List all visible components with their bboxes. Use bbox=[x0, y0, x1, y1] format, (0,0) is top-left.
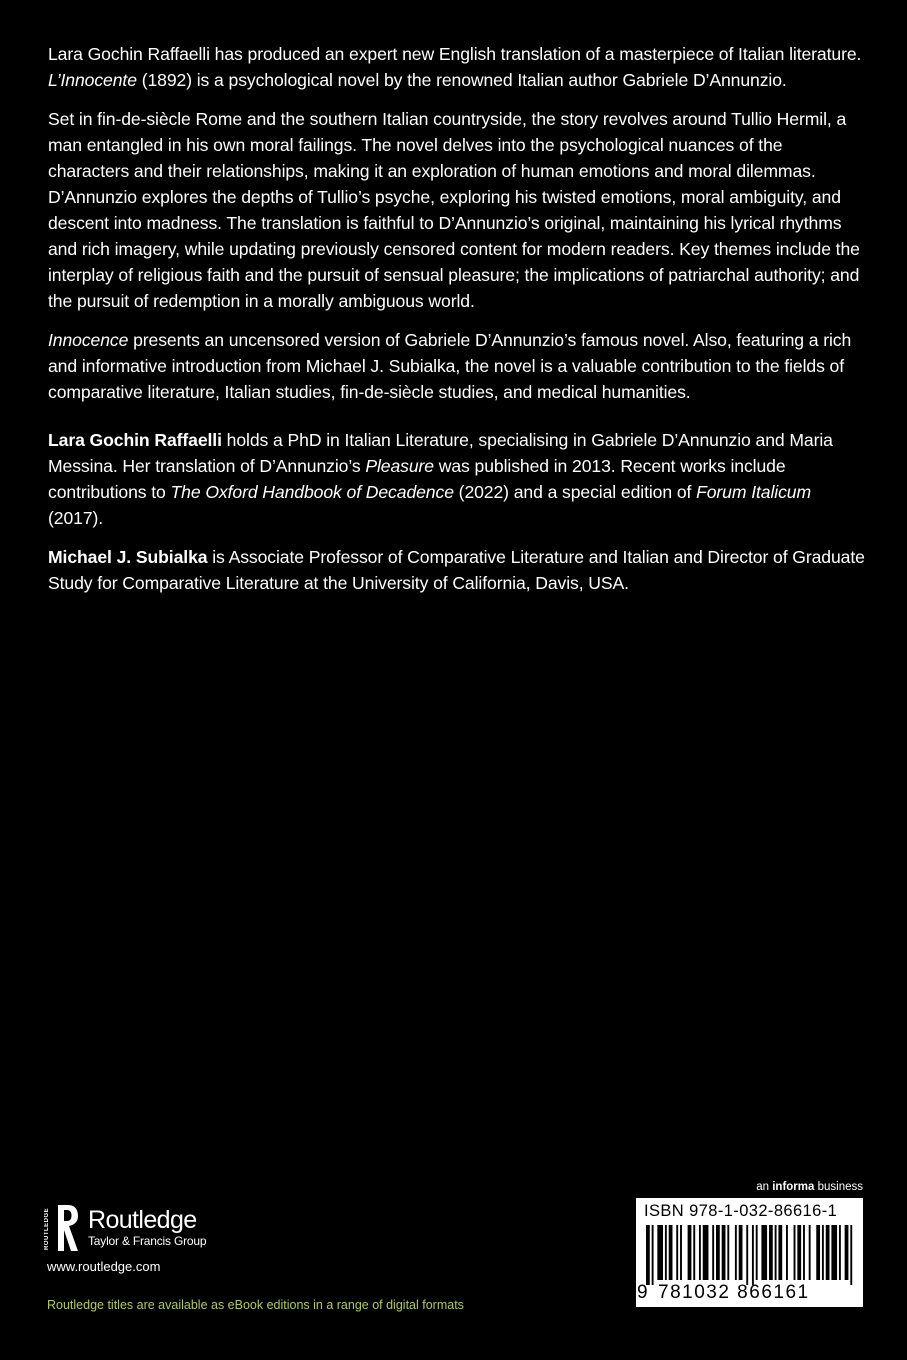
translator-name: Lara Gochin Raffaelli bbox=[48, 430, 222, 450]
barcode-bar bbox=[839, 1225, 841, 1280]
informa-tagline: an informa business bbox=[756, 1181, 863, 1193]
publisher-logo bbox=[44, 1203, 304, 1253]
barcode-bar bbox=[676, 1225, 678, 1280]
barcode-bar bbox=[775, 1225, 777, 1280]
barcode-bar bbox=[752, 1225, 754, 1285]
barcode-bar bbox=[712, 1225, 714, 1280]
barcode-bar bbox=[693, 1225, 695, 1280]
barcode-bar bbox=[680, 1225, 682, 1280]
barcode-bars bbox=[646, 1225, 856, 1285]
book-title: Innocence bbox=[48, 330, 129, 350]
barcode-bar bbox=[845, 1225, 849, 1280]
original-title: L’Innocente bbox=[48, 70, 137, 90]
barcode-bar bbox=[786, 1225, 788, 1280]
routledge-r-icon bbox=[56, 1203, 80, 1253]
barcode-bar bbox=[703, 1225, 709, 1280]
ebook-availability-note: Routledge titles are available as eBook editions in a range of digital formats bbox=[47, 1298, 464, 1312]
barcode-bar bbox=[797, 1225, 801, 1280]
barcode-bar bbox=[735, 1225, 737, 1280]
blurb-paragraph-intro: Lara Gochin Raffaelli has produced an expert new English translation of a masterpiece of Italian literature. L’Innocente (1892) is a psychological novel by the renowned Italian author Gabriele D’Annunzio. bbox=[48, 44, 862, 90]
isbn-barcode bbox=[636, 1198, 863, 1307]
ean-digits: 781032 866161 bbox=[658, 1282, 810, 1303]
blurb-paragraph-synopsis: Set in fin-de-siècle Rome and the southern Italian countryside, the story revolves around Tullio Hermil, a man entangled in his own moral failings. The novel delves into the psychological nuances of the characters and their relationships, making it an exploration of human emotions and moral dilemmas. D’Annunzio explores the depths of Tullio’s psyche, exploring his twisted emotions, moral ambiguity, and descent into madness. The translation is faithful to D’Annunzio’s original, maintaining his lyrical rhythms and rich imagery, while updating previously censored content for modern readers. Key themes include the interplay of religious faith and the pursuit of sensual pleasure; the implications of patriarchal authority; and the pursuit of redemption in a morally ambiguous world. bbox=[48, 109, 860, 311]
barcode-bar bbox=[657, 1225, 663, 1280]
blurb-paragraph-summary: Innocence presents an uncensored version of Gabriele D’Annunzio’s famous novel. Also, featuring a rich and informative introduction from Michael J. Subialka, the novel is a valuable contribution to the fields of comparative literature, Italian studies, fin-de-siècle studies, and medical humanities. bbox=[48, 330, 852, 402]
introducer-bio: Michael J. Subialka is Associate Professor of Comparative Literature and Italian and Director of Graduate Study for Comparative Literature at the University of California, Davis, USA. bbox=[48, 547, 865, 593]
logo-vertical-text: ROUTLEDGE bbox=[44, 1207, 50, 1251]
isbn-number: ISBN 978-1-032-86616-1 bbox=[644, 1202, 838, 1220]
barcode-bar bbox=[688, 1225, 692, 1280]
barcode-bar bbox=[699, 1225, 701, 1280]
barcode-bar bbox=[761, 1225, 767, 1280]
barcode-bar bbox=[831, 1225, 837, 1280]
publisher-name: Routledge bbox=[88, 1206, 197, 1234]
barcode-bar bbox=[669, 1225, 673, 1280]
barcode-bar bbox=[722, 1225, 726, 1280]
barcode-bar bbox=[652, 1225, 654, 1285]
barcode-bar bbox=[822, 1225, 824, 1280]
barcode-bar bbox=[716, 1225, 720, 1280]
introducer-name: Michael J. Subialka bbox=[48, 547, 208, 567]
barcode-bar bbox=[816, 1225, 820, 1280]
barcode-bar bbox=[665, 1225, 667, 1280]
barcode-bar bbox=[803, 1225, 805, 1280]
barcode-bar bbox=[756, 1225, 758, 1280]
barcode-bar bbox=[646, 1225, 650, 1285]
ean-first-digit: 9 bbox=[637, 1282, 648, 1303]
barcode-bar bbox=[826, 1225, 830, 1280]
translator-bio: Lara Gochin Raffaelli holds a PhD in Italian Literature, specialising in Gabriele D’Annunzio and Maria Messina. Her translation of D’Annunzio’s Pleasure was published in 2013. Recent works include contributions to The Oxford Handbook of Decadence (2022) and a special edition of Forum Italicum (2017). bbox=[48, 430, 833, 528]
barcode-bar bbox=[746, 1225, 748, 1285]
back-cover-blurb bbox=[48, 41, 868, 609]
routledge-logo-mark bbox=[44, 1203, 80, 1253]
barcode-bar bbox=[727, 1225, 729, 1280]
barcode-bar bbox=[794, 1225, 796, 1280]
barcode-bar bbox=[809, 1225, 811, 1280]
barcode-bar bbox=[850, 1225, 852, 1285]
publisher-website[interactable]: www.routledge.com bbox=[47, 1259, 161, 1274]
barcode-bar bbox=[739, 1225, 743, 1280]
barcode-bar bbox=[769, 1225, 773, 1280]
barcode-bar bbox=[778, 1225, 782, 1280]
publisher-group: Taylor & Francis Group bbox=[88, 1234, 207, 1248]
